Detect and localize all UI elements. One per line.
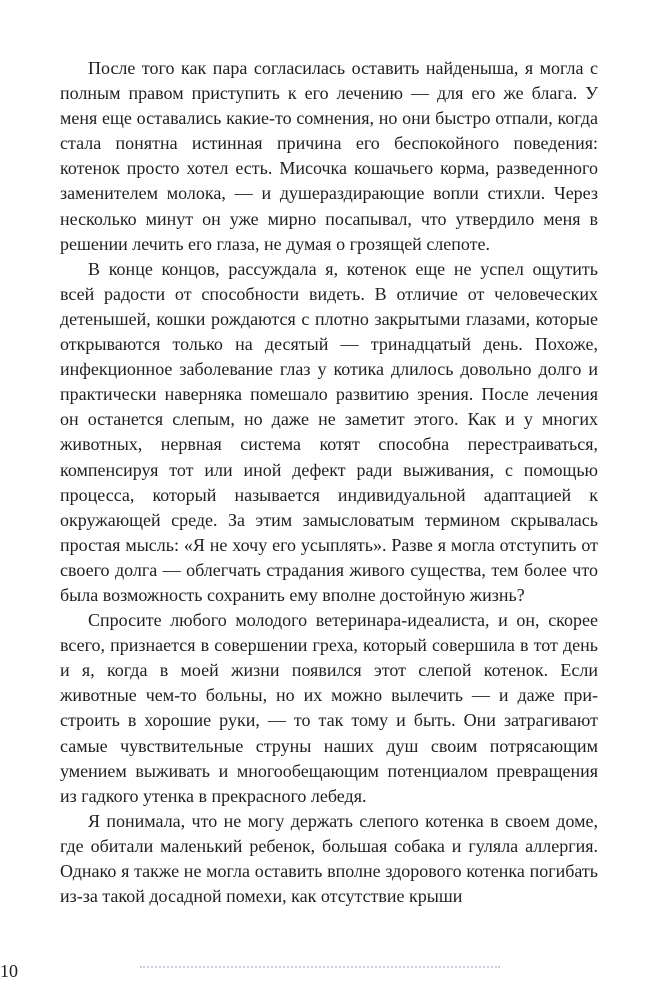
paragraph-1: После того как пара согласилась оставить найденыша, я могла с полным правом приступить к его лечению — для его же блага. У меня еще оставались какие-то сомнения, но они быстро отпали, когда стала понятна истинная причина его беспокойного поведения: котенок просто хотел есть. Мисочка кошачьего корма, разведенного заменителем молока, — и душераздирающие вопли стихли. Через несколько минут он уже мирно посапывал, что утвердило меня в решении лечить его глаза, не думая о грозящей слепоте. [60, 58, 598, 254]
page-number: 10 [0, 961, 18, 981]
paragraph-4: Я понимала, что не могу держать слепого котенка в своем доме, где обитали маленький ребенок, большая собака и гуляла аллергия. Однако я также не могла оставить вполне здорового котенка погибать из-за такой досадной помехи, как отсутствие крыши [60, 810, 598, 907]
paragraph-3: Спросите любого молодого ветеринара-идеалиста, и он, скорее всего, признается в совершении греха, который совершила в тот день и я, когда в моей жизни появился этот слепой котенок. Если животные чем-то больны, но их можно вылечить — и даже пристроить в хорошие руки, — то так тому и быть. Они затрагивают самые чувствительные струны наших душ своим потрясающим умением выживать и многообещающим потенциалом превращения из гадкого утенка в прекрасного лебедя. [60, 610, 598, 806]
paragraph-2: В конце концов, рассуждала я, котенок еще не успел ощутить всей радости от способности видеть. В отличие от человеческих детенышей, кошки рождаются с плотно закрытыми глазами, которые открываются только на десятый — тринадцатый день. Похоже, инфекционное заболевание глаз у котика длилось довольно долго и практически наверняка помешало развитию зрения. После лечения он останется слепым, но даже не заметит этого. Как и у многих животных, нервная система котят способна перестраиваться, компенсируя тот или иной дефект ради выживания, с помощью процесса, который называется индивидуальной адаптацией к окружающей среде. За этим замысловатым термином скрывалась простая мысль: «Я не хочу его усыплять». Разве я могла отступить от своего долга — облегчать страдания живого существа, тем более что была возможность сохранить ему вполне достойную жизнь? [60, 258, 598, 605]
page-body [60, 56, 598, 909]
page-footer [0, 954, 659, 981]
footer-rule [140, 966, 500, 974]
